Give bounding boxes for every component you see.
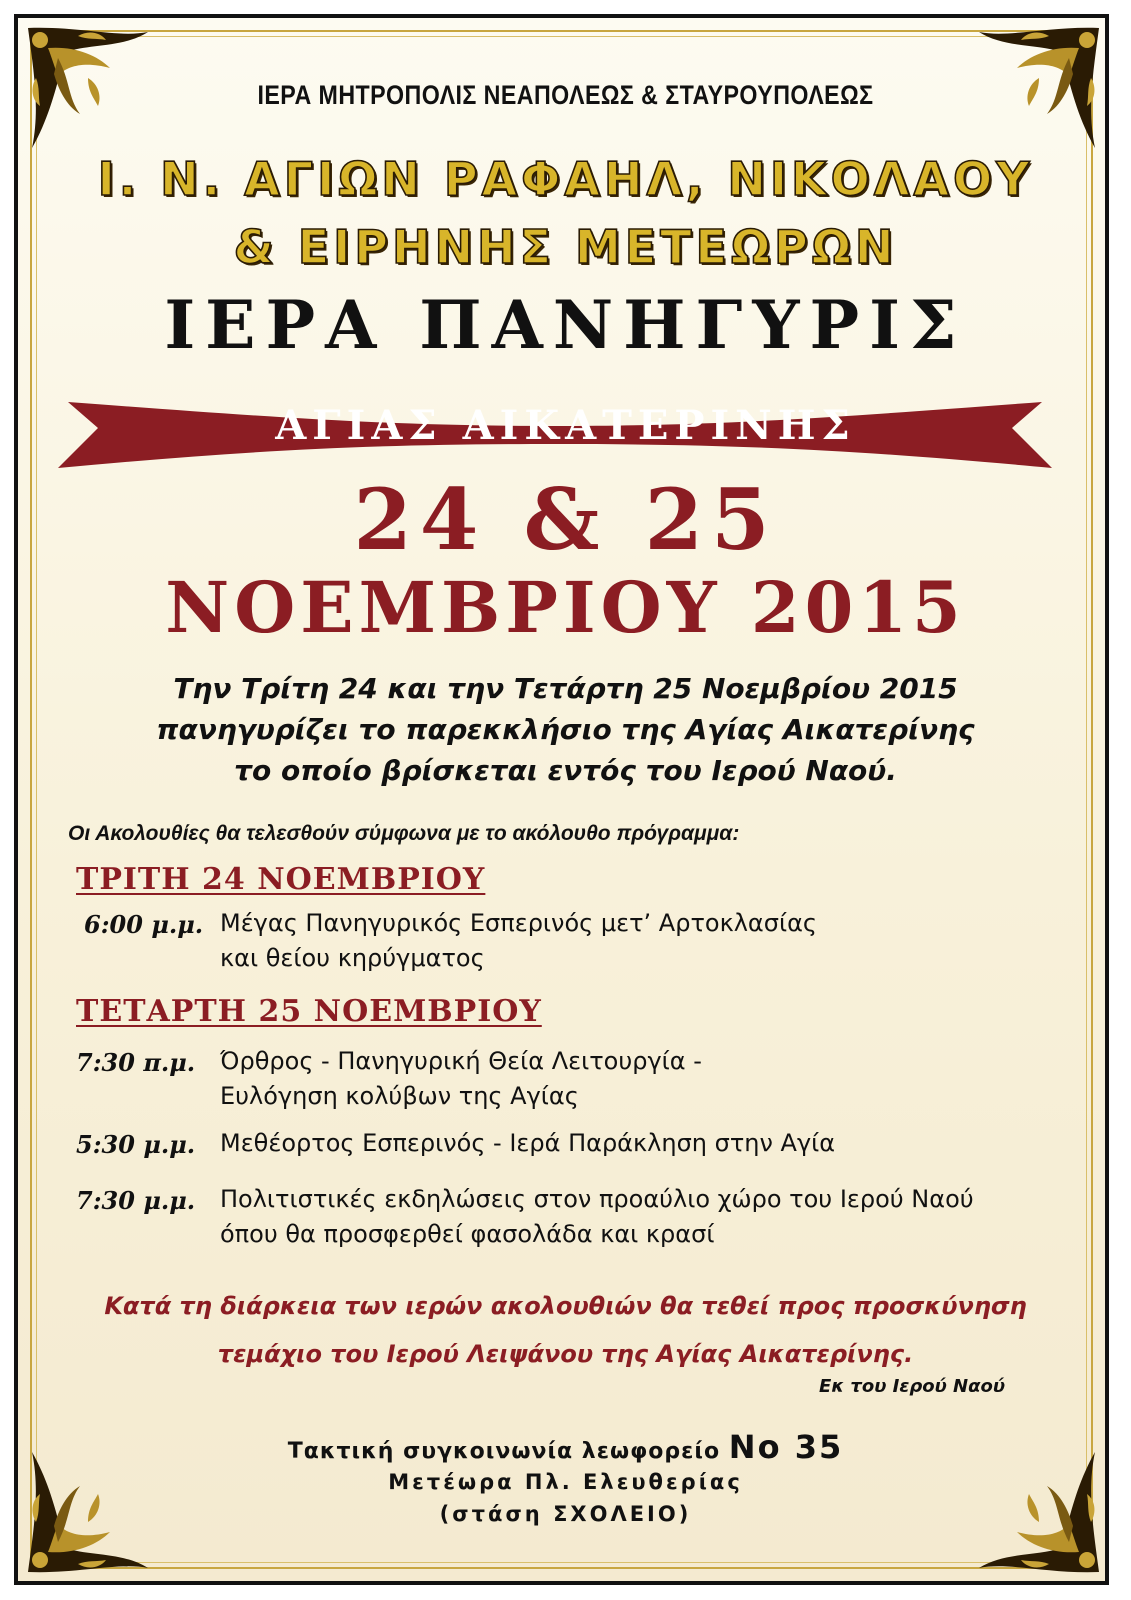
relic-notice xyxy=(0,1282,1131,1378)
relic-line: τεμάχιο του Ιερού Λειψάνου της Αγίας Αικατερίνης. xyxy=(217,1340,914,1368)
transport-prefix: Τακτική συγκοινωνία λεωφορείο xyxy=(287,1439,721,1464)
event-line: Μεθέορτος Εσπερινός - Ιερά Παράκληση στην Αγία xyxy=(220,1129,836,1157)
intro-line: το οποίο βρίσκεται εντός του Ιερού Ναού. xyxy=(234,754,897,787)
festival-dates: 24 & 25 xyxy=(353,470,778,569)
metropolis-title: ΙΕΡΑ ΜΗΤΡΟΠΟΛΙΣ ΝΕΑΠΟΛΕΩΣ & ΣΤΑΥΡΟΥΠΟΛΕΩΣ xyxy=(257,80,874,110)
event-line: Ευλόγηση κολύβων της Αγίας xyxy=(220,1082,579,1110)
event-description xyxy=(220,1182,974,1252)
festival-month-year: ΝΟΕΜΒΡΙΟΥ 2015 xyxy=(165,566,966,649)
event-line: όπου θα προσφερθεί φασολάδα και κρασί xyxy=(220,1220,715,1248)
signature: Εκ του Ιερού Ναού xyxy=(819,1376,1005,1397)
relic-line: Κατά τη διάρκεια των ιερών ακολουθιών θα τεθεί προς προσκύνηση xyxy=(104,1292,1027,1320)
intro-paragraph xyxy=(0,668,1131,791)
church-name-line1: Ι. Ν. ΑΓΙΩΝ ΡΑΦΑΗΛ, ΝΙΚΟΛΑΟΥ xyxy=(97,152,1034,206)
transport-line1 xyxy=(0,1428,1131,1466)
event-description xyxy=(220,906,817,976)
event-time: 7:30 π.μ. xyxy=(76,1048,196,1077)
event-time: 6:00 μ.μ. xyxy=(84,910,204,939)
transport-line2: Μετέωρα Πλ. Ελευθερίας xyxy=(388,1470,743,1494)
event-description xyxy=(220,1044,702,1114)
event-description xyxy=(220,1126,835,1161)
event-line: Μέγας Πανηγυρικός Εσπερινός μετ’ Αρτοκλασίας xyxy=(220,909,817,937)
festival-title: ΙΕΡΑ ΠΑΝΗΓΥΡΙΣ xyxy=(164,286,967,364)
schedule-intro: Οι Ακολουθίες θα τελεσθούν σύμφωνα με το ακόλουθο πρόγραμμα: xyxy=(68,822,740,845)
intro-line: Την Τρίτη 24 και την Τετάρτη 25 Νοεμβρίου 2015 xyxy=(173,672,958,705)
event-time: 5:30 μ.μ. xyxy=(76,1130,196,1159)
event-time: 7:30 μ.μ. xyxy=(76,1186,196,1215)
saint-banner-text: ΑΓΙΑΣ ΑΙΚΑΤΕΡΙΝΗΣ xyxy=(275,402,856,449)
event-line: Όρθρος - Πανηγυρική Θεία Λειτουργία - xyxy=(220,1047,702,1075)
event-line: και θείου κηρύγματος xyxy=(220,944,485,972)
church-name-line2: & ΕΙΡΗΝΗΣ ΜΕΤΕΩΡΩΝ xyxy=(233,220,898,274)
bus-number: Νο 35 xyxy=(728,1428,844,1466)
day-title-wednesday: ΤΕΤΑΡΤΗ 25 ΝΟΕΜΒΡΙΟΥ xyxy=(76,994,542,1029)
event-line: Πολιτιστικές εκδηλώσεις στον προαύλιο χώρο του Ιερού Ναού xyxy=(220,1185,974,1213)
intro-line: πανηγυρίζει το παρεκκλήσιο της Αγίας Αικατερίνης xyxy=(156,713,975,746)
transport-line3: (στάση ΣΧΟΛΕΙΟ) xyxy=(439,1502,692,1526)
day-title-tuesday: ΤΡΙΤΗ 24 ΝΟΕΜΒΡΙΟΥ xyxy=(76,862,486,897)
